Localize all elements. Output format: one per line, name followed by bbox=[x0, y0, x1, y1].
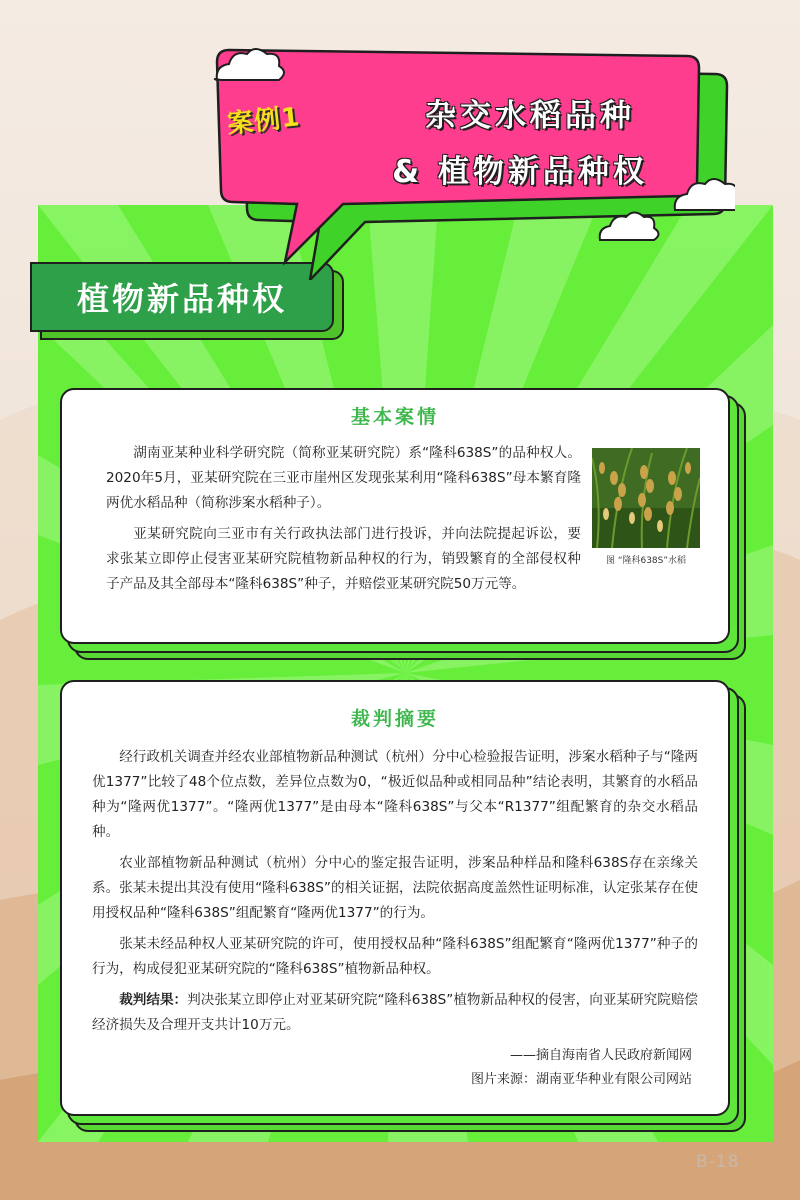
result-text: 判决张某立即停止对亚某研究院“隆科638S”植物新品种权的侵害，向亚某研究院赔偿经济损失及合理开支共计10万元。 bbox=[92, 992, 699, 1033]
judgment-paragraph: 经行政机关调查并经农业部植物新品种测试（杭州）分中心检验报告证明，涉案水稻种子与“隆两优1377”比较了48个位点数，差异位点数为0，“极近似品种或相同品种”结论表明，其繁育的水稻品种为“隆两优1377”。“隆两优1377”是由母本“隆科638S”与父本“R1377”组配繁育的杂交水稻品种。 bbox=[92, 749, 698, 840]
card-front bbox=[60, 680, 730, 1116]
card-front bbox=[60, 388, 730, 644]
page-number: B-18 bbox=[696, 1152, 740, 1172]
basic-case-title: 基本案情 bbox=[350, 406, 439, 428]
photo-caption: 图 “隆科638S”水稻 bbox=[605, 556, 687, 566]
result-label: 裁判结果： bbox=[119, 992, 188, 1008]
basic-case-paragraph: 湖南亚某种业科学研究院（简称亚某研究院）系“隆科638S”的品种权人。2020年5月，亚某研究院在三亚市崖州区发现张某利用“隆科638S”母本繁育隆两优水稻品种（简称涉案水稻种子）。 bbox=[106, 445, 581, 511]
title-bubble bbox=[205, 40, 735, 280]
bubble-title-line-1: 杂交水稻品种 bbox=[425, 98, 635, 134]
judgment-result bbox=[92, 988, 698, 1038]
judgment-body bbox=[92, 745, 698, 1092]
judgment-paragraph: 农业部植物新品种测试（杭州）分中心的鉴定报告证明，涉案品种样品和隆科638S存在亲缘关系。张某未提出其没有使用“隆科638S”的相关证据，法院依据高度盖然性证明标准，认定张某存在使用授权品种“隆科638S”组配繁育“隆两优1377”的行为。 bbox=[92, 855, 699, 921]
basic-case-card bbox=[60, 388, 744, 658]
bubble-title-line-2: & 植物新品种权 bbox=[392, 154, 648, 190]
basic-case-body bbox=[106, 441, 581, 597]
rice-plant-icon bbox=[592, 448, 700, 548]
case-tag: 案例1 bbox=[225, 102, 302, 140]
basic-case-paragraph: 亚某研究院向三亚市有关行政执法部门进行投诉，并向法院提起诉讼，要求张某立即停止侵害亚某研究院植物新品种权的行为，销毁繁育的全部侵权种子产品及其全部母本“隆科638S”种子，并赔偿亚某研究院50万元等。 bbox=[106, 526, 581, 592]
rice-plant-photo bbox=[592, 448, 700, 548]
judgment-paragraph: 张某未经品种权人亚某研究院的许可，使用授权品种“隆科638S”组配繁育“隆两优1377”种子的行为，构成侵犯亚某研究院的“隆科638S”植物新品种权。 bbox=[92, 936, 698, 977]
image-source-line: 图片来源：湖南亚华种业有限公司网站 bbox=[470, 1072, 692, 1087]
section-label: 植物新品种权 bbox=[76, 280, 287, 318]
judgment-card bbox=[60, 680, 744, 1130]
judgment-title: 裁判摘要 bbox=[350, 708, 439, 730]
source-line: ——摘自海南省人民政府新闻网 bbox=[509, 1048, 692, 1063]
